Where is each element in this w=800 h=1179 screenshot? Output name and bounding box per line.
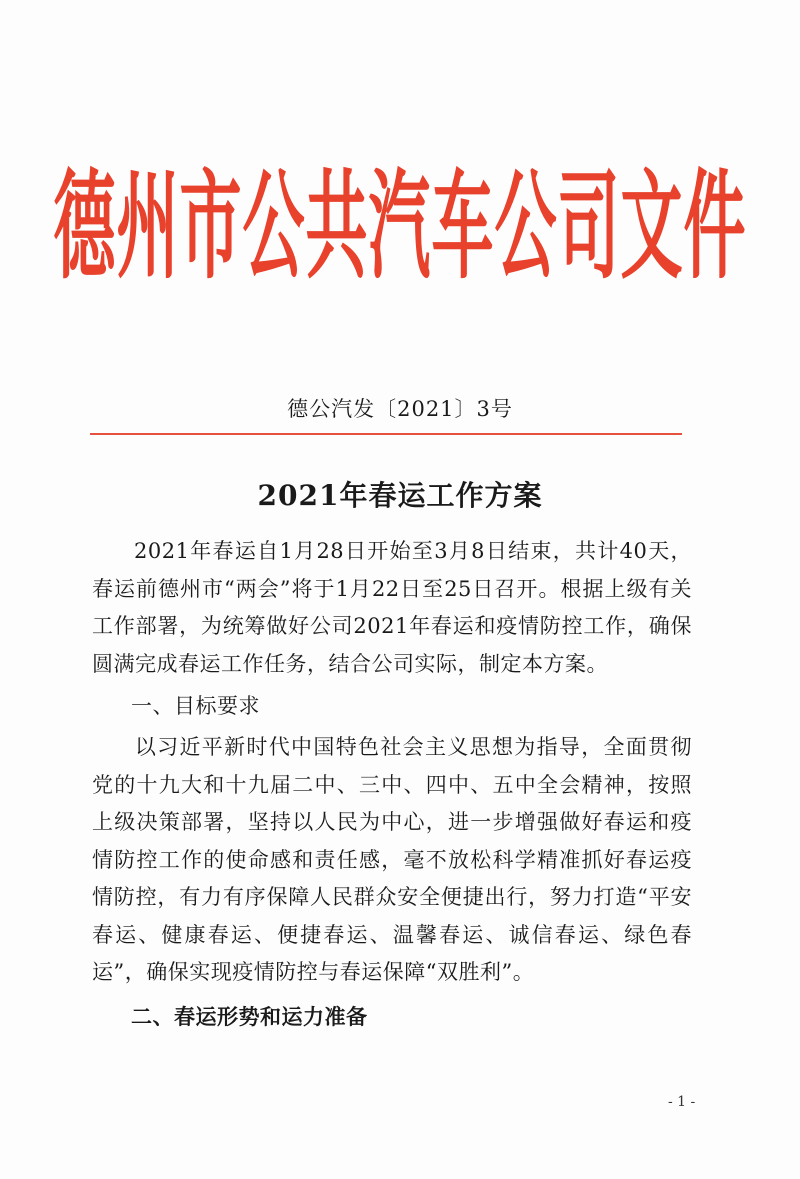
paragraph-goals-text: 以习近平新时代中国特色社会主义思想为指导，全面贯彻党的十九大和十九届二中、三中、四中、五中全会精神，按照上级决策部署，坚持以人民为中心，进一步增强做好春运和疫情防控工作的使命感和责任感，毫不放松科学精准抓好春运疫情防控，有力有序保障人民群众安全便捷出行，努力打造“平安春运、健康春运、便捷春运、温馨春运、诚信春运、绿色春运”，确保实现疫情防控与春运保障“双胜利”。 <box>92 735 692 984</box>
paragraph-intro-text: 2021年春运自1月28日开始至3月8日结束，共计40天，春运前德州市“两会”将于1月22日至25日召开。根据上级有关工作部署，为统筹做好公司2021年春运和疫情防控工作，确保圆满完成春运工作任务，结合公司实际，制定本方案。 <box>92 539 692 676</box>
page-number: - 1 - <box>668 1094 696 1110</box>
red-divider-line <box>90 433 682 435</box>
section-heading-situation: 二、春运形势和运力准备 <box>131 1005 368 1029</box>
document-title: 2021年春运工作方案 <box>257 479 543 512</box>
red-header-title: 德州市公共汽车公司文件 <box>53 156 747 296</box>
paragraph-goals <box>92 729 692 992</box>
section-heading-goals: 一、目标要求 <box>131 694 260 718</box>
paragraph-intro <box>92 533 692 683</box>
document-number: 德公汽发〔2021〕3号 <box>287 397 513 421</box>
